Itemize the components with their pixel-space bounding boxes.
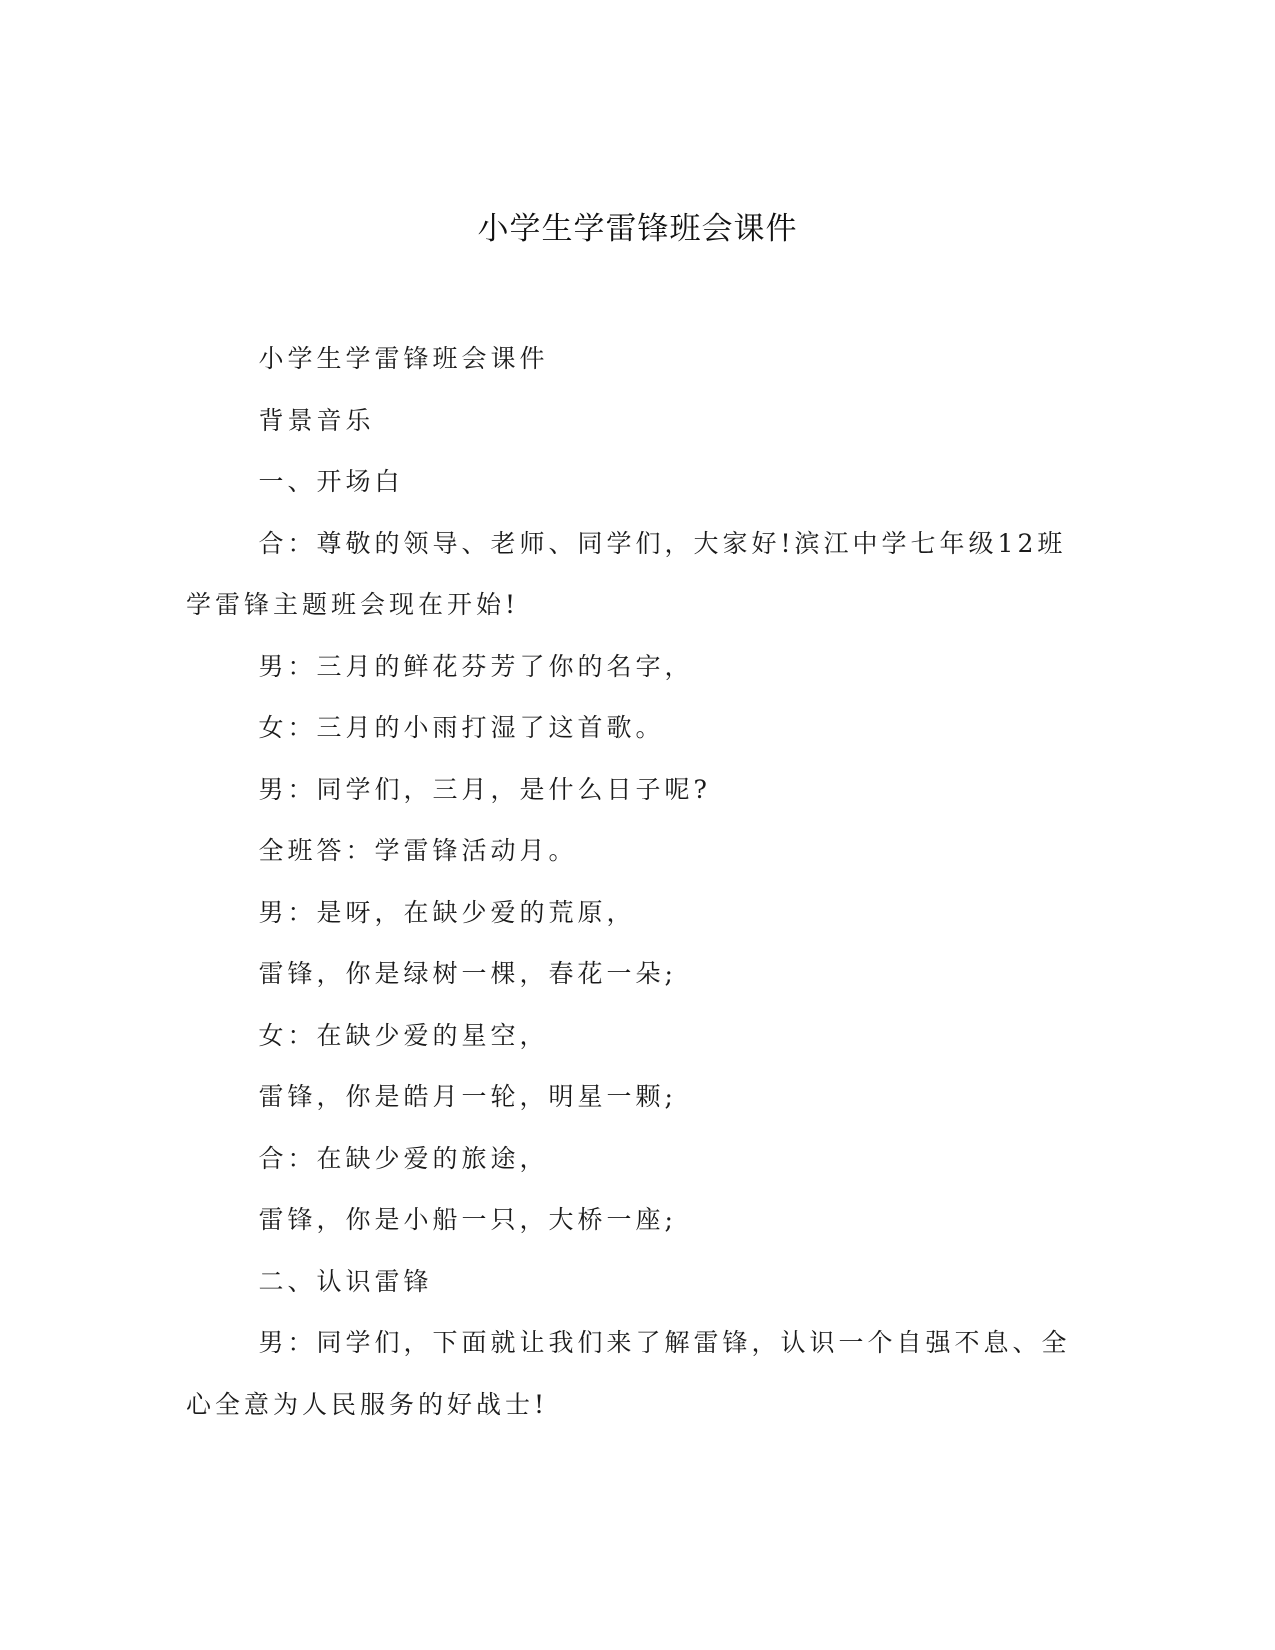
paragraph: 女：在缺少爱的星空， [258,1020,549,1050]
document-title: 小学生学雷锋班会课件 [477,211,798,247]
paragraph: 女：三月的小雨打湿了这首歌。 [258,713,665,742]
document-body [186,328,1076,1435]
paragraph: 雷锋，你是绿树一棵，春花一朵; [258,959,677,988]
paragraph: 一、开场白 [258,467,404,496]
paragraph: 男：同学们，三月，是什么日子呢? [258,774,711,804]
paragraph: 背景音乐 [258,405,375,435]
paragraph: 二、认识雷锋 [258,1266,433,1296]
paragraph: 合：在缺少爱的旅途， [258,1143,549,1173]
paragraph: 雷锋，你是皓月一轮，明星一颗; [258,1082,677,1111]
paragraph: 合：尊敬的领导、老师、同学们，大家好!滨江中学七年级12班学雷锋主题班会现在开始! [186,528,1067,619]
paragraph: 小学生学雷锋班会课件 [258,344,549,373]
paragraph: 全班答：学雷锋活动月。 [258,836,578,865]
paragraph: 男：同学们，下面就让我们来了解雷锋，认识一个自强不息、全心全意为人民服务的好战士! [186,1328,1071,1419]
paragraph: 男：是呀，在缺少爱的荒原， [258,897,636,927]
paragraph: 男：三月的鲜花芬芳了你的名字， [258,651,694,681]
paragraph: 雷锋，你是小船一只，大桥一座; [258,1205,677,1234]
